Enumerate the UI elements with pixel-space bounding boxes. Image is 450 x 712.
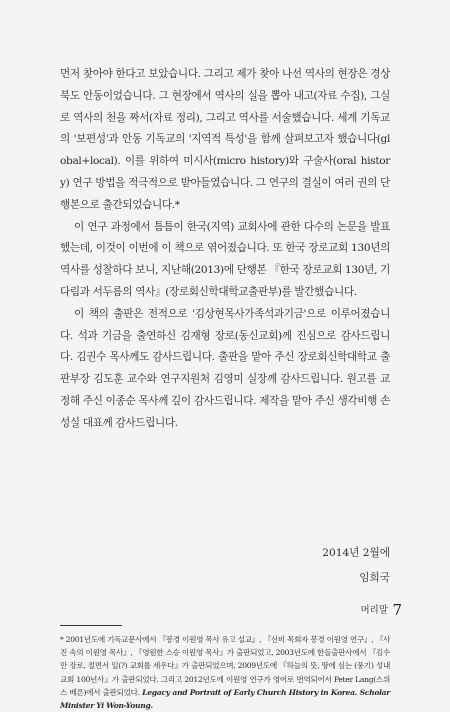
preface-body (60, 64, 390, 435)
footnote-text: 2001년도에 기독교문사에서 『봉경 이원영 목사 유고 설교』, 『선비 목회자 봉경 이원영 연구』, 『사진 속의 이원영 목사』, 『영원한 스승 이원영 목사』가 출판되었고, 2003년도에 한들출판사에서 『김수만 장로, 절면서 일(?) 교회를 세우다』가 출판되었으며, 2009년도에 『하늘의 뜻, 땅에 심는 (풍기) 성내교회 100년사』가 출판되었다. 그리고 2012년도에 이원영 연구가 영어로 번역되어서 Peter Lang(스위스 베른)에서 출판되었다. (60, 635, 390, 697)
paragraph-3: 이 책의 출판은 전적으로 '김상현목사가족석과기금'으로 이루어졌습니다. 석과 기금을 출연하신 김재형 장로(동신교회)께 진심으로 감사드립니다. 김권수 목사께도 감사드립니다. 출판을 맡아 주신 장로회신학대학교 출판부장 김도훈 교수와 연구지원처 김영미 실장께 감사드립니다. 원고를 교정해 주신 이종순 목사께 깊이 감사드립니다. 제작을 맡아 주신 생각비행 손성실 대표께 감사드립니다. (60, 307, 390, 429)
footnote-marker: * (60, 635, 66, 644)
paragraph-2: 이 연구 과정에서 틈틈이 한국(지역) 교회사에 관한 다수의 논문을 발표했는데, 이것이 이번에 이 책으로 엮어졌습니다. 또 한국 장로교회 130년의 역사를 성찰하다 보니, 지난해(2013)에 단행본 『한국 장로교회 130년, 기다림과 서두름의 역사』(장로회신학대학교출판부)를 발간했습니다. (60, 220, 390, 298)
page-number: 7 (392, 601, 402, 619)
footnote-divider (60, 625, 122, 626)
footnote (60, 633, 390, 712)
signature-date: 2014년 2월에 (322, 547, 390, 559)
signature-name: 임희국 (359, 572, 390, 584)
footnote-english-title: Legacy and Portrait of Early Church History in Korea. Scholar Minister Yi Won-Young. (60, 687, 390, 711)
paragraph-1: 먼저 찾아야 한다고 보았습니다. 그리고 제가 찾아 나선 역사의 현장은 경상북도 안동이었습니다. 그 현장에서 역사의 실을 뽑아 내고(자료 수집), 그실로 역사의 천을 짜서(자료 정리), 그리고 역사를 서술했습니다. 세계 기독교의 '보편성'과 안동 기독교의 '지역적 특성'을 함께 살펴보고자 했습니다(global+local). 이를 위하여 미시사(micro history)와 구술사(oral history) 연구 방법을 적극적으로 받아들였습니다. 그 연구의 결실이 여러 권의 단행본으로 출간되었습니다.* (60, 68, 390, 211)
running-head: 머리말 (360, 605, 388, 616)
